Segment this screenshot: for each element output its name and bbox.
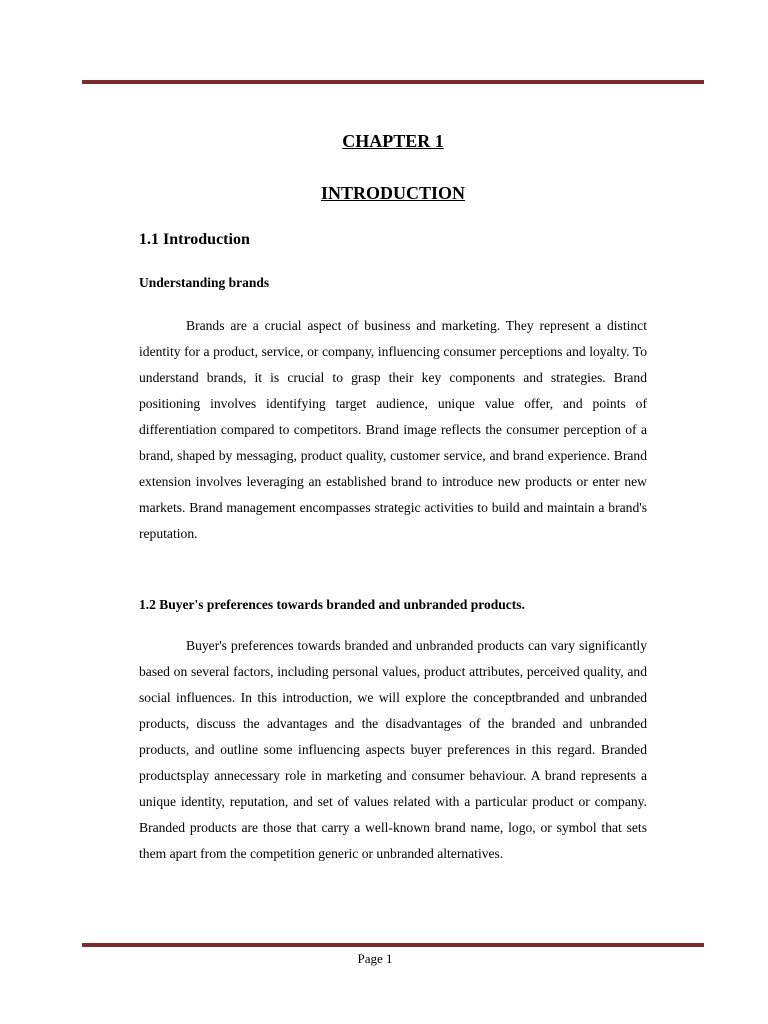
chapter-label: CHAPTER 1 bbox=[342, 131, 444, 151]
footer-rule bbox=[82, 943, 704, 947]
paragraph-buyer-preferences: Buyer's preferences towards branded and unbranded products can vary significantly based on several factors, including personal values, product attributes, perceived quality, and social influences. In this introduction, we will explore the conceptbranded and unbranded products, discuss the advantages and the disadvantages of the branded and unbranded products, and outline some influencing aspects buyer preferences in this regard. Branded productsplay annecessary role in marketing and consumer behaviour. A brand represents a unique identity, reputation, and set of values related with a particular product or company. Branded products are those that carry a well-known brand name, logo, or symbol that sets them apart from the competition generic or unbranded alternatives. bbox=[139, 638, 647, 861]
paragraph-understanding-brands: Brands are a crucial aspect of business and marketing. They represent a distinct identity for a product, service, or company, influencing consumer perceptions and loyalty. To understand brands, it is crucial to grasp their key components and strategies. Brand positioning involves identifying target audience, unique value offer, and points of differentiation compared to competitors. Brand image reflects the consumer perception of a brand, shaped by messaging, product quality, customer service, and brand experience. Brand extension involves leveraging an established brand to introduce new products or enter new markets. Brand management encompasses strategic activities to build and maintain a brand's reputation. bbox=[139, 318, 647, 541]
section-heading-1-1: 1.1 Introduction bbox=[139, 231, 250, 248]
chapter-title: INTRODUCTION bbox=[320, 183, 466, 203]
header-rule bbox=[82, 80, 704, 84]
page-number: Page 1 bbox=[357, 951, 393, 966]
section-heading-1-2: 1.2 Buyer's preferences towards branded and unbranded products. bbox=[139, 597, 525, 612]
subheading-understanding-brands: Understanding brands bbox=[139, 275, 270, 290]
